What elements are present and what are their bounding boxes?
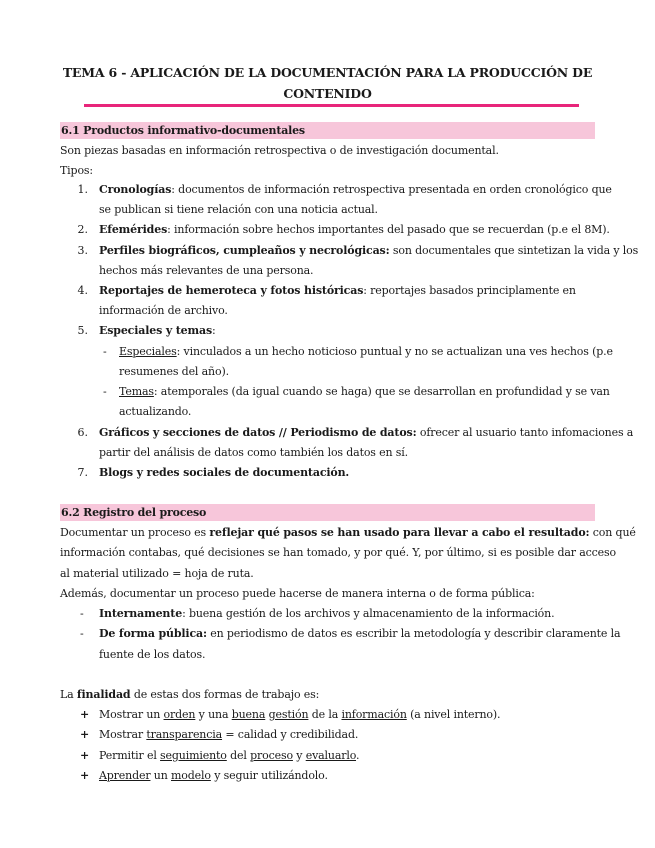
section1-intro: Son piezas basadas en información retrospectiva o de investigación documental. bbox=[60, 144, 499, 157]
list-item-continuation: se publican si tiene relación con una noticia actual. bbox=[99, 203, 378, 216]
dash-list-item-continuation: fuente de los datos. bbox=[99, 648, 206, 661]
title-line-2: CONTENIDO bbox=[283, 86, 372, 101]
list-number: 3. bbox=[77, 244, 88, 257]
plus-list-item: Aprender un modelo y seguir utilizándolo. bbox=[99, 769, 328, 782]
list-number: 7. bbox=[77, 466, 88, 479]
list-item: Gráficos y secciones de datos // Periodismo de datos: ofrecer al usuario tanto infomaciones a bbox=[99, 426, 634, 439]
list-item-continuation: hechos más relevantes de una persona. bbox=[99, 264, 314, 277]
plus-list-marker: + bbox=[80, 728, 90, 741]
list-number: 5. bbox=[77, 324, 88, 337]
dash-list-item: De forma pública: en periodismo de datos es escribir la metodología y describir claramente la bbox=[99, 627, 621, 640]
section-heading-6-2 bbox=[60, 504, 595, 521]
types-label: Tipos: bbox=[60, 164, 93, 177]
paragraph-line: información contabas, qué decisiones se han tomado, y por qué. Y, por último, si es posible dar acceso bbox=[60, 546, 616, 559]
plus-list-item: Permitir el seguimiento del proceso y evaluarlo. bbox=[99, 749, 360, 762]
list-item-continuation: partir del análisis de datos como también los datos en sí. bbox=[99, 446, 409, 459]
list-number: 1. bbox=[77, 183, 88, 196]
list-item: Cronologías: documentos de información retrospectiva presentada en orden cronológico que bbox=[99, 183, 612, 196]
section-heading-text: 6.1 Productos informativo-documentales bbox=[61, 124, 305, 137]
page-title bbox=[60, 62, 595, 104]
list-item: Especiales y temas: bbox=[99, 324, 216, 337]
list-item: Reportajes de hemeroteca y fotos históricas: reportajes basados principlamente en bbox=[99, 284, 576, 297]
dash-list-marker: - bbox=[80, 607, 84, 620]
paragraph-line: al material utilizado = hoja de ruta. bbox=[60, 567, 254, 580]
list-number: 6. bbox=[77, 426, 88, 439]
sub-list-marker: - bbox=[103, 345, 107, 358]
title-underline bbox=[84, 104, 579, 107]
sub-list-item: Especiales: vinculados a un hecho noticioso puntual y no se actualizan una ves hechos (p.e bbox=[119, 345, 613, 358]
list-item-continuation: información de archivo. bbox=[99, 304, 228, 317]
plus-list-item: Mostrar un orden y una buena gestión de la información (a nivel interno). bbox=[99, 708, 501, 721]
title-line-1: TEMA 6 - APLICACIÓN DE LA DOCUMENTACIÓN PARA LA PRODUCCIÓN DE bbox=[62, 65, 593, 80]
list-item: Blogs y redes sociales de documentación. bbox=[99, 466, 350, 479]
paragraph-line: Además, documentar un proceso puede hacerse de manera interna o de forma pública: bbox=[60, 587, 535, 600]
sub-list-item-continuation: resumenes del año). bbox=[119, 365, 229, 378]
plus-list-item: Mostrar transparencia = calidad y credibilidad. bbox=[99, 728, 359, 741]
plus-list-marker: + bbox=[80, 708, 90, 721]
list-number: 4. bbox=[77, 284, 88, 297]
list-item: Perfiles biográficos, cumpleaños y necrológicas: son documentales que sintetizan la vida y los bbox=[99, 244, 639, 257]
list-number: 2. bbox=[77, 223, 88, 236]
plus-list-marker: + bbox=[80, 769, 90, 782]
sub-list-item-continuation: actualizando. bbox=[119, 405, 192, 418]
paragraph-line: Documentar un proceso es reflejar qué pasos se han usado para llevar a cabo el resultado: con qué bbox=[60, 526, 636, 539]
section-heading-text: 6.2 Registro del proceso bbox=[61, 506, 207, 519]
paragraph-line: La finalidad de estas dos formas de trabajo es: bbox=[60, 688, 320, 701]
dash-list-item: Internamente: buena gestión de los archivos y almacenamiento de la información. bbox=[99, 607, 555, 620]
sub-list-marker: - bbox=[103, 385, 107, 398]
sub-list-item: Temas: atemporales (da igual cuando se haga) que se desarrollan en profundidad y se van bbox=[119, 385, 610, 398]
list-item: Efemérides: información sobre hechos importantes del pasado que se recuerdan (p.e el 8M). bbox=[99, 223, 610, 236]
dash-list-marker: - bbox=[80, 627, 84, 640]
section-heading-6-1 bbox=[60, 122, 595, 139]
plus-list-marker: + bbox=[80, 749, 90, 762]
